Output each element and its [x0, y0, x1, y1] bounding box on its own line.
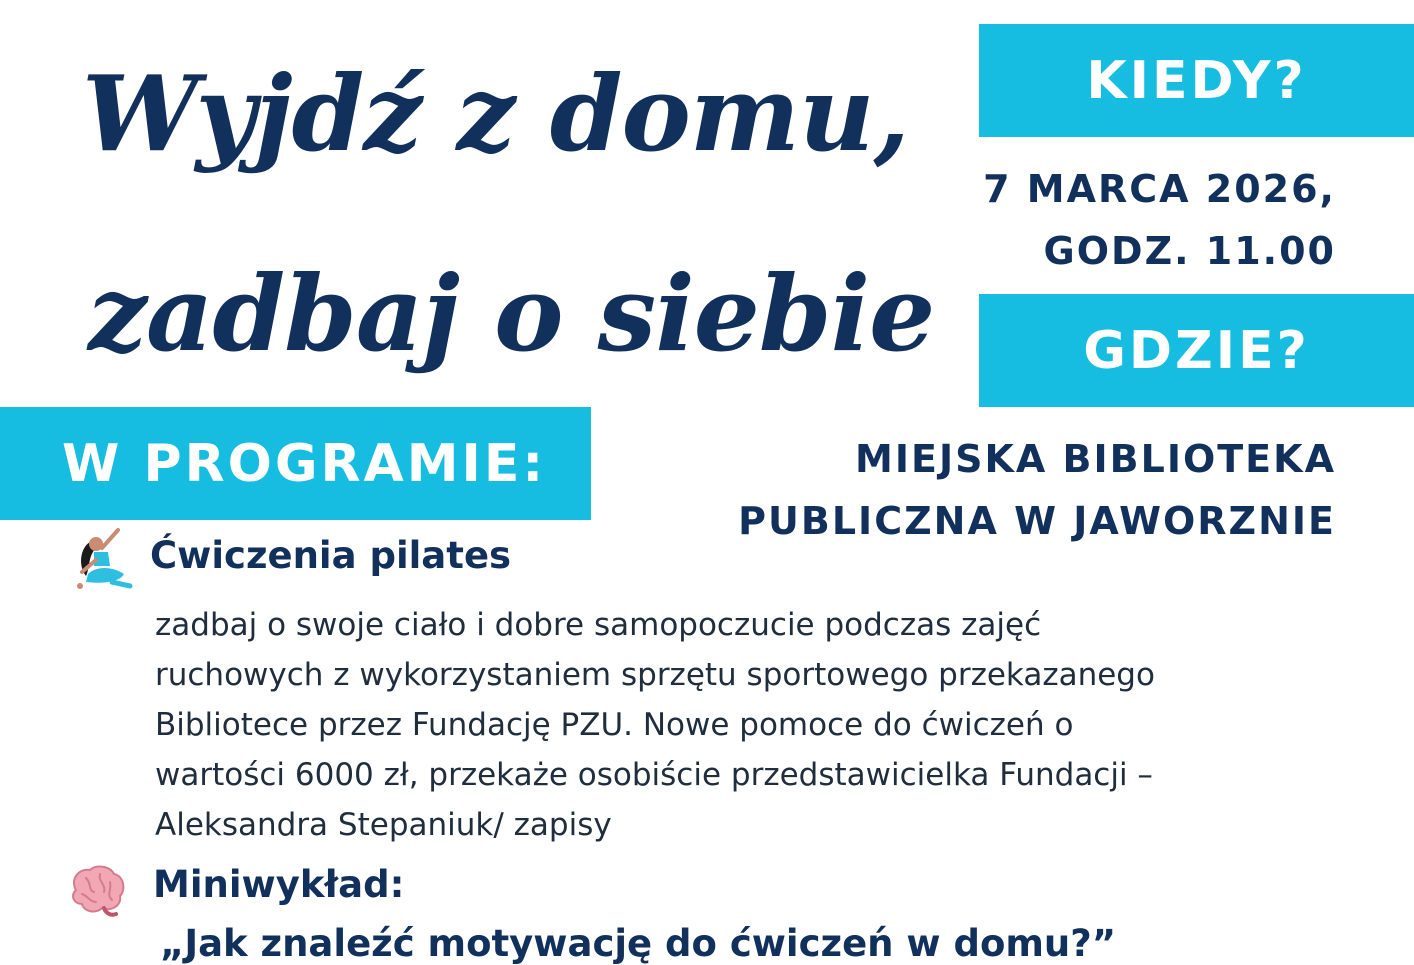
- event-place-line-1: MIEJSKA BIBLIOTEKA: [855, 437, 1336, 481]
- title-line-2: zadbaj o siebie: [88, 252, 935, 375]
- when-label: KIEDY?: [1086, 50, 1307, 111]
- pilates-description-line: zadbaj o swoje ciało i dobre samopoczucie podczas zajęć: [155, 607, 1042, 643]
- program-label: W PROGRAMIE:: [62, 433, 547, 494]
- event-place-line-2: PUBLICZNA W JAWORZNIE: [738, 499, 1336, 543]
- where-label-band: [979, 294, 1414, 407]
- title-line-1: Wyjdź z domu,: [82, 52, 909, 175]
- pilates-heading: Ćwiczenia pilates: [150, 534, 512, 577]
- pilates-woman-icon: [72, 526, 134, 592]
- when-label-band: [979, 24, 1414, 137]
- program-label-band: [0, 407, 591, 520]
- event-time: GODZ. 11.00: [1043, 229, 1336, 273]
- event-place: [738, 428, 1336, 552]
- pilates-description: [155, 600, 1315, 850]
- pilates-description-line: ruchowych z wykorzystaniem sprzętu sportowego przekazanego: [155, 657, 1155, 693]
- brain-icon: [66, 862, 128, 918]
- pilates-description-line: Bibliotece przez Fundację PZU. Nowe pomoce do ćwiczeń o: [155, 707, 1074, 743]
- where-label: GDZIE?: [1083, 320, 1310, 381]
- mini-lecture-heading: Miniwykład:: [153, 863, 405, 906]
- event-date: [983, 158, 1336, 282]
- pilates-description-line: Aleksandra Stepaniuk/ zapisy: [155, 807, 612, 843]
- event-date-line-1: 7 MARCA 2026,: [983, 167, 1336, 211]
- mini-lecture-title: „Jak znaleźć motywację do ćwiczeń w domu?”: [160, 922, 1117, 965]
- pilates-description-line: wartości 6000 zł, przekaże osobiście przedstawicielka Fundacji –: [155, 757, 1153, 793]
